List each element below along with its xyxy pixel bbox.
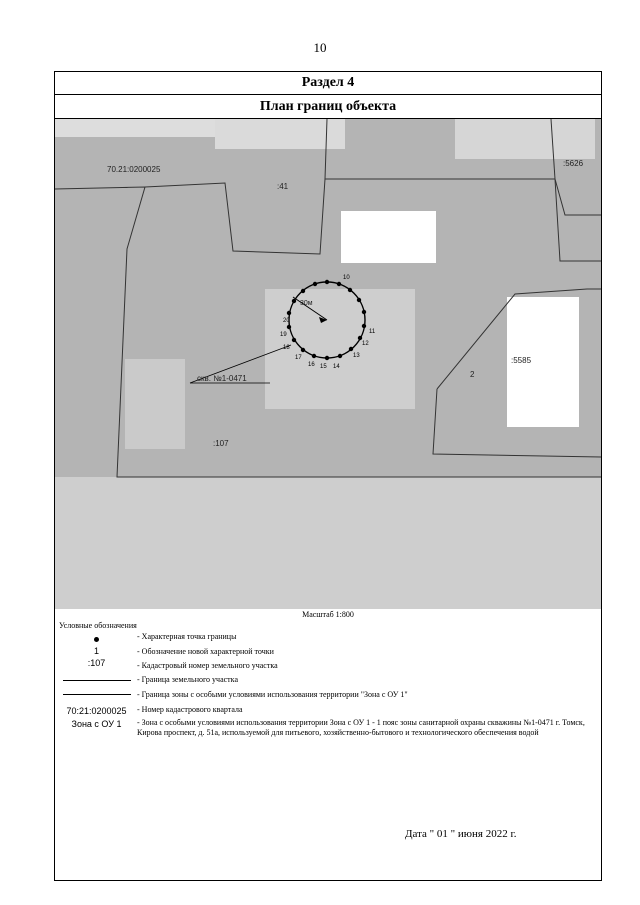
label-quarter: 70.21:0200025 <box>107 165 161 174</box>
label-parcel-107: :107 <box>213 439 229 448</box>
legend-text-point: - Характерная точка границы <box>137 632 237 641</box>
legend-zone-symbol: Зона с ОУ 1 <box>71 719 122 729</box>
legend-new-point-symbol: 1 <box>93 646 99 656</box>
point-label: 12 <box>362 341 369 347</box>
label-parcel-41: :41 <box>277 182 289 191</box>
point-label: 17 <box>295 355 302 361</box>
legend-quarter-symbol: 70:21:0200025 <box>66 706 127 716</box>
page-number: 10 <box>313 40 327 55</box>
point-label: 19 <box>280 332 287 338</box>
label-radius: 30м <box>300 300 313 307</box>
point-label: 16 <box>308 362 315 368</box>
legend-parcel-boundary-line <box>63 680 131 681</box>
point-label: 13 <box>353 353 360 359</box>
point-label: 20 <box>283 318 290 324</box>
legend-zone-boundary-line <box>63 694 131 695</box>
legend-parcel-number-symbol: :107 <box>87 658 106 668</box>
point-label: 18 <box>283 345 290 351</box>
boundary-point-icon <box>94 637 99 642</box>
legend-text-new-point: - Обозначение новой характерной точки <box>137 647 274 656</box>
legend-text-zone: - Зона с особыми условиями использования территории Зона с ОУ 1 - 1 пояс зоны санитарной охраны скважины №1-0471 г. Томск, Кирова проспект, д. 51а, используемой для питьевого, хозяйственно-бытового и технологического обеспечения водой <box>137 718 585 737</box>
plan-title: План границ объекта <box>55 96 601 119</box>
point-label: 14 <box>333 364 340 370</box>
point-label: 11 <box>369 329 376 335</box>
legend-text-zone-boundary: - Граница зоны с особыми условиями использования территории "Зона с ОУ 1" <box>137 690 408 699</box>
document-frame <box>54 71 602 881</box>
legend-title: Условные обозначения <box>59 621 137 630</box>
label-parcel-5626: :5626 <box>563 159 584 168</box>
legend-point-symbol <box>59 634 134 644</box>
map-scale: Масштаб 1:800 <box>302 610 354 619</box>
map-canvas <box>55 119 601 609</box>
label-parcel-5585: :5585 <box>511 356 532 365</box>
legend-text-parcel-boundary: - Граница земельного участка <box>137 675 238 684</box>
label-well: скв. №1-0471 <box>197 374 247 383</box>
point-label: 15 <box>320 364 327 370</box>
document-date: Дата " 01 " июня 2022 г. <box>405 828 517 840</box>
section-title: Раздел 4 <box>55 72 601 95</box>
legend-text-parcel-number: - Кадастровый номер земельного участка <box>137 661 278 670</box>
legend-text-quarter: - Номер кадастрового квартала <box>137 705 243 714</box>
label-parcel-2: 2 <box>470 370 475 379</box>
boundary-map <box>55 119 601 609</box>
point-label: 10 <box>343 275 350 281</box>
